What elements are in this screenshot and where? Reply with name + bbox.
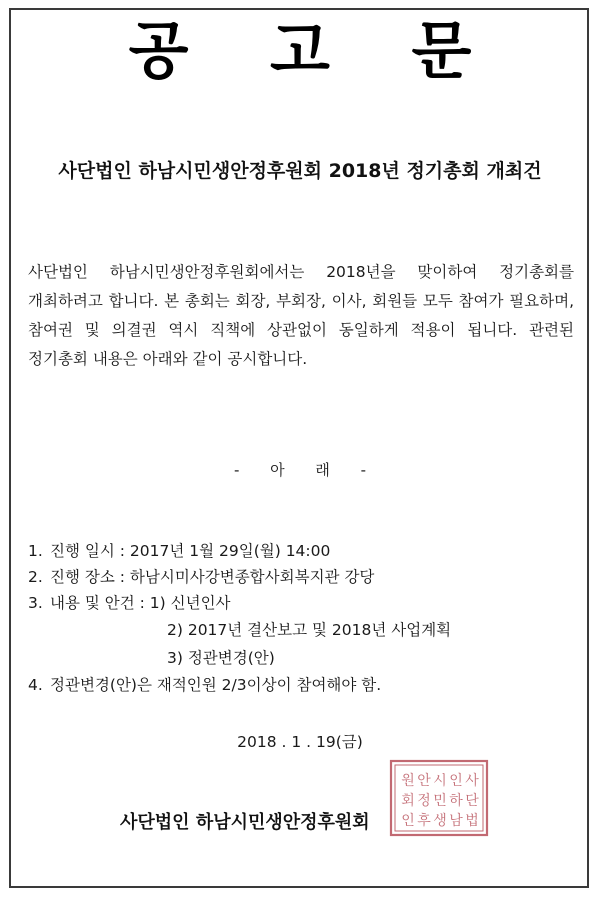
agenda-sub-item: 3) 정관변경(안) — [167, 649, 275, 667]
notice-body: 사단법인 하남시민생안정후원회에서는 2018년을 맞이하여 정기총회를 개최하려고 합니다. 본 총회는 회장, 부회장, 이사, 회원들 모두 참여가 필요하며, 참여권 및 의결권 역시 직책에 상관없이 동일하게 적용이 됩니다. 관련된 정기총회 내용은 아래와 같이 공시합니다. — [28, 263, 574, 368]
list-item — [28, 672, 578, 698]
item-number: 1. — [28, 542, 43, 560]
agenda-sub-item: 2) 2017년 결산보고 및 2018년 사업계획 — [167, 621, 452, 639]
notice-date: 2018 . 1 . 19(금) — [237, 733, 363, 751]
seal-glyph: 시 — [433, 773, 447, 789]
seal-glyph: 인 — [449, 773, 463, 789]
organization-name: 사단법인 하남시민생안정후원회 — [120, 812, 370, 833]
list-item — [28, 590, 578, 616]
notice-heading: 공 고 문 — [128, 14, 502, 87]
item-text: 진행 장소 : 하남시미사강변종합사회복지관 강당 — [50, 568, 375, 586]
seal-glyph: 안 — [417, 773, 431, 789]
seal-glyph: 민 — [433, 793, 447, 809]
document-border — [9, 8, 589, 888]
seal-glyph: 원 — [401, 773, 415, 789]
seal-glyph: 후 — [417, 813, 431, 829]
list-item — [28, 564, 578, 590]
seal-glyph: 하 — [449, 793, 463, 809]
official-seal-stamp — [388, 758, 490, 838]
seal-glyph: 사 — [465, 773, 479, 789]
item-number: 2. — [28, 568, 43, 586]
item-text: 내용 및 안건 : 1) 신년인사 — [50, 594, 231, 612]
item-number: 3. — [28, 594, 43, 612]
list-item — [28, 538, 578, 564]
seal-glyph: 정 — [417, 793, 431, 809]
seal-glyph: 회 — [401, 793, 415, 809]
seal-glyph: 법 — [465, 813, 479, 829]
item-number: 4. — [28, 676, 43, 694]
item-text: 정관변경(안)은 재적인원 2/3이상이 참여해야 함. — [50, 676, 382, 694]
seal-glyph: 단 — [465, 793, 479, 809]
seal-glyph: 생 — [433, 813, 447, 829]
notice-subject: 사단법인 하남시민생안정후원회 2018년 정기총회 개최건 — [58, 160, 542, 182]
agenda-list — [28, 538, 578, 698]
seal-glyph: 인 — [401, 813, 415, 829]
item-text: 진행 일시 : 2017년 1월 29일(월) 14:00 — [50, 542, 331, 560]
seal-glyph: 남 — [449, 813, 463, 829]
section-separator: - 아 래 - — [233, 461, 380, 479]
